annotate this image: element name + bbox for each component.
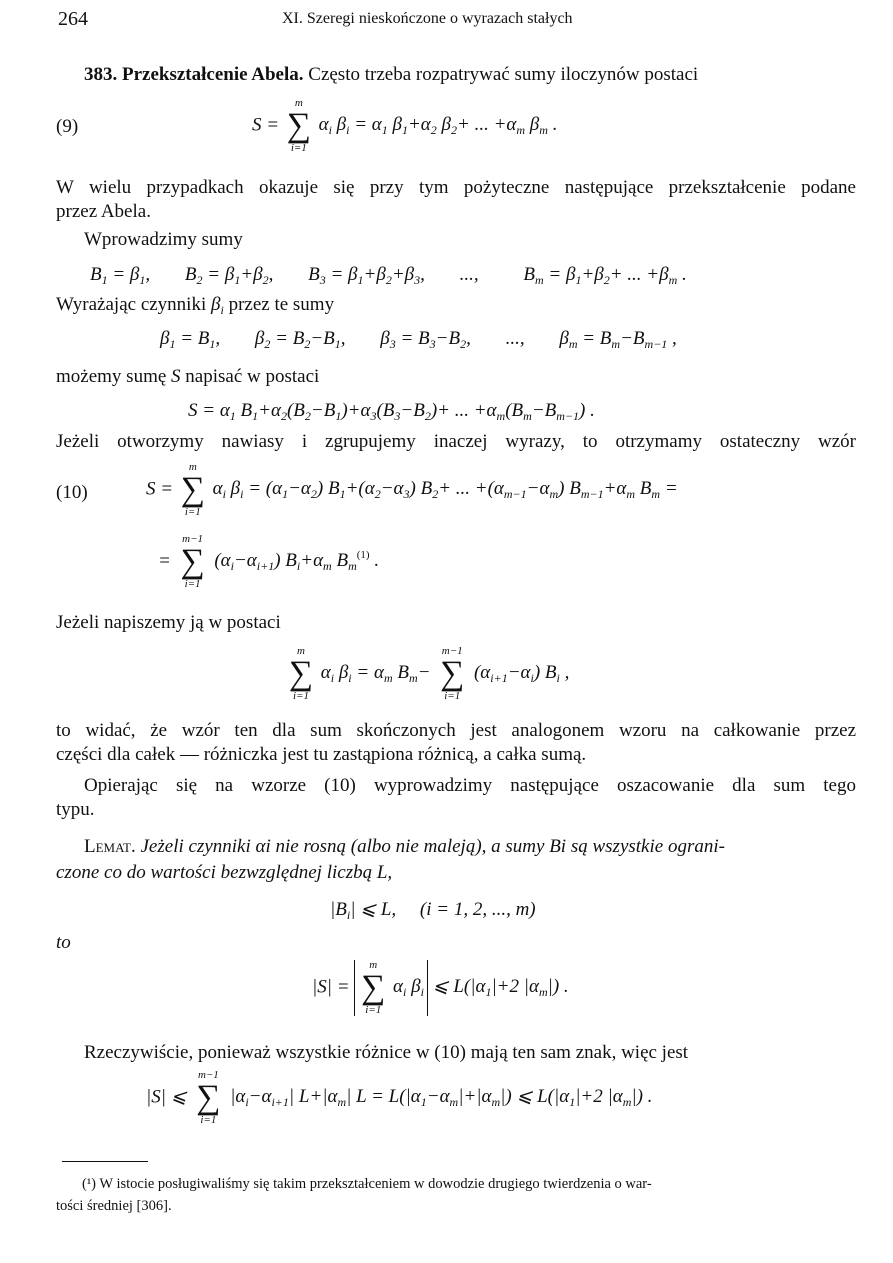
paragraph-introduce-sums: Wprowadzimy sumy xyxy=(84,229,243,250)
lemma-line2: czone co do wartości bezwzględnej liczbą L, xyxy=(56,862,393,883)
lemma-label: Lemat. xyxy=(84,836,136,857)
paragraph-express-factors-prefix: Wyrażając czynniki xyxy=(56,294,207,315)
paragraph-rewrite-sum: możemy sumę S napisać w postaci xyxy=(56,366,320,387)
footnote-line2: tości średniej [306]. xyxy=(56,1198,172,1214)
paragraph-rewrite-sum-suffix: napisać w postaci xyxy=(185,366,320,387)
section-heading xyxy=(84,62,698,88)
paragraph-regroup: Jeżeli otworzymy nawiasy i zgrupujemy inaczej wyrazy, to otrzymamy ostateczny wzór xyxy=(56,431,856,452)
paragraph-express-factors-suffix: przez te sumy xyxy=(228,294,335,315)
paragraph-write-form: Jeżeli napiszemy ją w postaci xyxy=(56,612,281,633)
equation-10-line1: S = m ∑ i=1 $\alpha_i$ $\beta_i = (\alpha_1-\alpha_2)$ $B_1+(\alpha_2-\alpha_3)$ $B_2+$ ... $+(\alpha_{m-1}-\alpha_m)$ $B_{m-1}+\alpha_m$ $B_m$ = xyxy=(146,461,678,518)
running-title: XI. Szeregi nieskończone o wyrazach stałych xyxy=(282,10,573,27)
page-number: 264 xyxy=(58,8,88,30)
lemma-line1 xyxy=(84,834,856,860)
footnote-line1 xyxy=(82,1173,862,1195)
equation-beta-differences: $\beta_1 = B_1$, $\beta_2 = B_2-B_1$, $\beta_3 = B_3-B_2$, ..., $\beta_m = B_m-B_{m-1}$ , xyxy=(160,328,677,351)
lemma-statement: Jeżeli czynniki αi nie rosną (albo nie maleją), a sumy Bi są wszystkie ograni- xyxy=(140,836,725,857)
footnote-rule xyxy=(62,1161,148,1162)
equation-summation-by-parts: m ∑ i=1 $\alpha_i$ $\beta_i = \alpha_m$ $B_m-$ m−1 ∑ i=1 $(\alpha_{i+1}-\alpha_i)$ $B_i$ , xyxy=(288,645,570,702)
lemma-then: to xyxy=(56,932,71,953)
paragraph-estimate-line1: Opierając się na wzorze (10) wyprowadzimy następujące oszacowanie dla sum tego xyxy=(84,775,856,796)
equation-lemma-bound: $|B_i|$ ⩽ L, (i = 1, 2, ..., m) xyxy=(330,899,536,922)
paragraph-estimate-line2: typu. xyxy=(56,799,95,820)
paragraph-proof: Rzeczywiście, ponieważ wszystkie różnice w (10) mają ten sam znak, więc jest xyxy=(84,1042,689,1063)
equation-10-line2: = m−1 ∑ i=1 $(\alpha_i-\alpha_{i+1})$ $B_i+\alpha_m$ $B_m^{(1)}$ . xyxy=(158,533,380,590)
equation-10-label: (10) xyxy=(56,482,88,503)
equation-b-sums: $B_1 = \beta_1$, $B_2 = \beta_1+\beta_2$, $B_3 = \beta_1+\beta_2+\beta_3$, ..., $B_m = \beta_1+\beta_2+$ ... $+\beta_m$ . xyxy=(90,264,687,287)
footnote-marker: (¹) xyxy=(82,1176,97,1192)
equation-lemma-conclusion: |S| = m ∑ i=1 $\alpha_i$ $\beta_i$ ⩽ $L(|\alpha_1|+2$ $|\alpha_m|$) . xyxy=(312,959,569,1016)
section-intro: Często trzeba rozpatrywać sumy iloczynów postaci xyxy=(308,64,699,85)
paragraph-abel-intro-line1: W wielu przypadkach okazuje się przy tym pożyteczne następujące przekształcenie podane xyxy=(56,177,856,198)
footnote-text: W istocie posługiwaliśmy się takim przekształceniem w dowodzie drugiego twierdzenia o war- xyxy=(99,1176,652,1192)
equation-final-estimate: |S| ⩽ m−1 ∑ i=1 $|\alpha_i-\alpha_{i+1}|$ $L+|\alpha_m|$ $L = L(|\alpha_1-\alpha_m|+|\alpha_m|)$ ⩽ $L(|\alpha_1|+2$ $|\alpha_m|$) . xyxy=(146,1069,653,1126)
equation-s-expanded: $S = \alpha_1$ $B_1+\alpha_2(B_2-B_1)+\alpha_3(B_3-B_2)+$ ... $+\alpha_m(B_m-B_{m-1})$ . xyxy=(188,400,595,423)
paragraph-analogy-line2: części dla całek — różniczka jest tu zastąpiona różnicą, a całka sumą. xyxy=(56,744,587,765)
paragraph-express-factors: Wyrażając czynniki $\beta_i$ przez te sumy xyxy=(56,294,335,317)
paragraph-analogy-line1: to widać, że wzór ten dla sum skończonych jest analogonem wzoru na całkowanie przez xyxy=(56,720,856,741)
paragraph-rewrite-sum-prefix: możemy sumę xyxy=(56,366,167,387)
equation-9-label: (9) xyxy=(56,116,79,137)
section-title: 383. Przekształcenie Abela. xyxy=(84,64,304,85)
equation-9: S = m ∑ i=1 $\alpha_i$ $\beta_i = \alpha_1$ $\beta_1+\alpha_2$ $\beta_2+$ ... $+\alpha_m$ $\beta_m$ . xyxy=(252,97,558,154)
paragraph-abel-intro-line2: przez Abela. xyxy=(56,201,151,222)
